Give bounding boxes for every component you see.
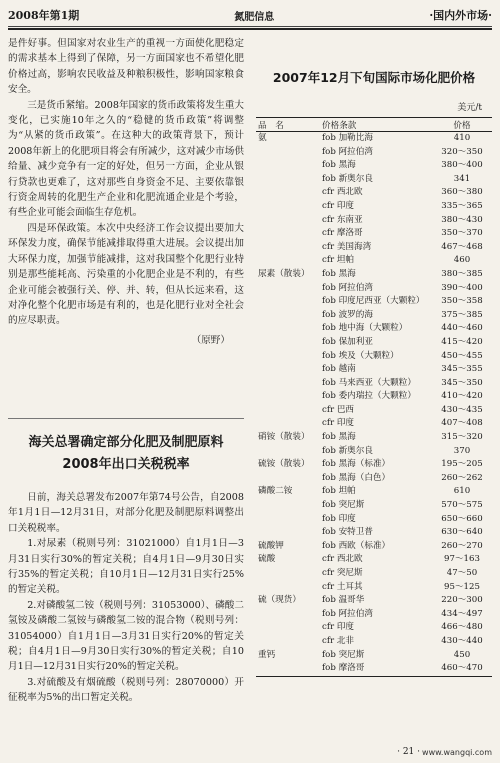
table-row bbox=[256, 350, 492, 364]
header-rule bbox=[8, 26, 492, 27]
cell-product bbox=[256, 621, 320, 635]
cell-product bbox=[256, 282, 320, 296]
cell-terms: fob 委内瑞拉（大颗粒） bbox=[322, 391, 416, 402]
table-row bbox=[256, 268, 492, 282]
cell-terms: cfr 印度 bbox=[322, 622, 355, 633]
cell-product: 硫（现货） bbox=[258, 595, 301, 606]
cell-terms: cfr 西北欧 bbox=[322, 187, 363, 198]
cell-product: 磷酸二铵 bbox=[258, 486, 293, 497]
cell-price: 345～350 bbox=[441, 377, 483, 388]
cell-terms: fob 西欧（标准） bbox=[322, 540, 391, 551]
article-paragraph: 是件好事。但国家对农业生产的重视一方面使化肥稳定的需求基本上得到了保障，另一方面国家也不希望化肥价格过高，影响农民收益及种粮积极性，影响国家粮食安全。 bbox=[8, 38, 244, 96]
price-unit: 美元/t bbox=[457, 103, 482, 113]
table-row bbox=[256, 553, 492, 567]
cell-price: 390～400 bbox=[441, 282, 483, 293]
cell-price: 341 bbox=[453, 173, 471, 184]
table-row bbox=[256, 485, 492, 499]
table-row bbox=[256, 567, 492, 581]
cell-product bbox=[256, 186, 320, 200]
cell-product bbox=[256, 214, 320, 228]
cell-terms: fob 波罗的海 bbox=[322, 309, 373, 320]
table-row bbox=[256, 540, 492, 554]
cell-product bbox=[256, 322, 320, 336]
column-header-price: 价格 bbox=[453, 120, 471, 131]
table-header-row bbox=[256, 118, 492, 132]
cell-price: 460 bbox=[453, 255, 471, 266]
cell-price: 375～385 bbox=[441, 309, 483, 320]
cell-terms: cfr 土耳其 bbox=[322, 581, 363, 592]
cell-price: 335～365 bbox=[441, 200, 483, 211]
table-row bbox=[256, 173, 492, 187]
cell-price: 260～262 bbox=[441, 472, 483, 483]
article-title-line1: 海关总署确定部分化肥及制肥原料 bbox=[28, 435, 224, 450]
cell-terms: fob 马来西亚（大颗粒） bbox=[322, 377, 416, 388]
cell-product bbox=[256, 336, 320, 350]
cell-price: 360～380 bbox=[441, 187, 483, 198]
table-row bbox=[256, 458, 492, 472]
cell-price: 47～50 bbox=[446, 568, 478, 578]
cell-product bbox=[256, 200, 320, 214]
cell-terms: fob 黑海 bbox=[322, 432, 356, 443]
table-row bbox=[256, 159, 492, 173]
cell-product: 硫酸钾 bbox=[258, 540, 284, 551]
cell-product: 硝铵（散装） bbox=[258, 432, 310, 443]
table-row bbox=[256, 417, 492, 431]
table-row bbox=[256, 186, 492, 200]
table-row bbox=[256, 309, 492, 323]
cell-terms: cfr 西北欧 bbox=[322, 554, 363, 565]
cell-terms: fob 黑海 bbox=[322, 268, 356, 279]
cell-price: 415～420 bbox=[441, 336, 483, 347]
cell-price: 610 bbox=[453, 486, 471, 497]
cell-price: 380～430 bbox=[441, 214, 483, 225]
cell-price: 260～270 bbox=[441, 540, 483, 551]
cell-terms: fob 新奥尔良 bbox=[322, 445, 373, 456]
cell-terms: fob 新奥尔良 bbox=[322, 173, 373, 184]
cell-product bbox=[256, 173, 320, 187]
cell-product bbox=[256, 254, 320, 268]
table-row bbox=[256, 377, 492, 391]
issue-label: 2008年第1期 bbox=[8, 9, 80, 22]
cell-price: 467～468 bbox=[441, 241, 483, 252]
cell-terms: fob 加勒比海 bbox=[322, 133, 373, 143]
cell-price: 320～350 bbox=[441, 146, 483, 157]
cell-price: 315～320 bbox=[441, 432, 483, 443]
cell-terms: cfr 坦帕 bbox=[322, 255, 355, 266]
cell-price: 380～385 bbox=[441, 268, 483, 279]
table-row bbox=[256, 621, 492, 635]
table-row bbox=[256, 363, 492, 377]
table-row bbox=[256, 445, 492, 459]
cell-price: 407～408 bbox=[441, 418, 483, 429]
cell-product bbox=[256, 635, 320, 649]
cell-product: 硫酸 bbox=[258, 554, 276, 565]
column-header-terms: 价格条款 bbox=[322, 120, 357, 131]
cell-price: 450 bbox=[453, 649, 471, 660]
table-row bbox=[256, 132, 492, 146]
cell-terms: fob 阿拉伯湾 bbox=[322, 608, 373, 619]
table-row bbox=[256, 336, 492, 350]
cell-price: 350～358 bbox=[441, 296, 483, 307]
cell-price: 430～440 bbox=[441, 635, 483, 646]
author-signature: （原野） bbox=[191, 334, 230, 346]
cell-terms: cfr 印度 bbox=[322, 200, 355, 211]
article-paragraph: 三是货币紧缩。2008年国家的货币政策将发生重大变化，已实施10年之久的“稳健的货币政策”将调整为“从紧的货币政策”。在这种大的政策背景下，预计2008年新上的化肥项目将会有所减少，这对减少市场供给量、减少竞争有一定的好处，但另一方面，企业从银行贷款也更难了，这对那些自身资金不足、主要依靠银行资金周转的化肥生产企业和化肥流通企业是个考验，有些企业可能会面临生存危机。 bbox=[8, 99, 244, 219]
table-row bbox=[256, 608, 492, 622]
cell-product bbox=[256, 445, 320, 459]
cell-price: 97～163 bbox=[444, 554, 480, 565]
price-table bbox=[256, 117, 492, 677]
cell-terms: fob 黑海（白色） bbox=[322, 472, 391, 483]
cell-product bbox=[256, 526, 320, 540]
section-label: ·国内外市场· bbox=[429, 9, 492, 22]
cell-terms: cfr 突尼斯 bbox=[322, 568, 363, 578]
cell-terms: fob 坦帕 bbox=[322, 486, 356, 497]
table-row bbox=[256, 404, 492, 418]
page-header bbox=[8, 4, 492, 26]
cell-product bbox=[256, 363, 320, 377]
cell-terms: fob 突尼斯 bbox=[322, 500, 365, 511]
cell-price: 450～455 bbox=[441, 350, 483, 361]
cell-terms: cfr 北非 bbox=[322, 635, 355, 646]
cell-price: 95～125 bbox=[444, 581, 480, 592]
cell-price: 434～497 bbox=[441, 608, 483, 619]
cell-price: 345～355 bbox=[441, 364, 483, 375]
table-row bbox=[256, 200, 492, 214]
journal-name: 氮肥信息 bbox=[234, 11, 275, 23]
table-row bbox=[256, 146, 492, 160]
cell-product bbox=[256, 567, 320, 581]
cell-terms: cfr 美国海湾 bbox=[322, 241, 372, 252]
article-paragraph: 1.对尿素（税则号列：31021000）自1月1日—3月31日实行30%的暂定关税；自4月1日—9月30日实行35%的暂定关税；自10月1日—12月31日实行25%的暂定关税。 bbox=[8, 538, 244, 596]
header-rule-thick bbox=[8, 28, 492, 30]
cell-terms: fob 越南 bbox=[322, 364, 356, 375]
cell-product bbox=[256, 227, 320, 241]
tariff-article bbox=[8, 490, 244, 706]
table-row bbox=[256, 662, 492, 676]
watermark-url: www.wangqi.com bbox=[422, 748, 492, 757]
cell-product: 尿素（散装） bbox=[258, 268, 310, 279]
cell-product bbox=[256, 350, 320, 364]
cell-price: 630～640 bbox=[441, 527, 483, 538]
cell-terms: fob 突尼斯 bbox=[322, 649, 365, 660]
cell-terms: cfr 巴西 bbox=[322, 404, 355, 415]
left-article bbox=[8, 36, 244, 348]
cell-price: 350～370 bbox=[441, 228, 483, 239]
cell-terms: fob 印度尼西亚（大颗粒） bbox=[322, 296, 425, 307]
cell-product bbox=[256, 417, 320, 431]
table-row bbox=[256, 594, 492, 608]
cell-product: 硫铵（散装） bbox=[258, 459, 310, 470]
table-row bbox=[256, 526, 492, 540]
cell-terms: cfr 摩洛哥 bbox=[322, 228, 363, 239]
cell-terms: cfr 印度 bbox=[322, 418, 355, 429]
article-title-line2: 2008年出口关税税率 bbox=[62, 457, 190, 472]
article-paragraph: 四是环保政策。本次中央经济工作会议提出要加大环保发力度，确保节能减排取得重大进展。会议提出加大环保力度，加强节能减排，这对我国整个化肥行业特别是那些能耗高、污染重的小化肥企业是不利的，有些企业可能会被强行关、停、并、转，但从长远来看，这对净化整个化肥市场是有利的，也是化肥行业对全社会的应尽职责。 bbox=[8, 222, 244, 327]
article-paragraph: 3.对硫酸及有烟硫酸（税则号列：28070000）开征税率为5%的出口暂定关税。 bbox=[8, 676, 244, 704]
cell-price: 570～575 bbox=[441, 500, 483, 511]
table-row bbox=[256, 499, 492, 513]
cell-price: 410～420 bbox=[441, 391, 483, 402]
cell-product bbox=[256, 581, 320, 595]
cell-terms: cfr 东南亚 bbox=[322, 214, 363, 225]
cell-price: 380～400 bbox=[441, 160, 483, 171]
cell-price: 440～460 bbox=[441, 323, 483, 334]
table-row bbox=[256, 635, 492, 649]
cell-product bbox=[256, 295, 320, 309]
cell-terms: fob 黑海（标准） bbox=[322, 459, 391, 470]
cell-product bbox=[256, 146, 320, 160]
cell-terms: fob 温哥华 bbox=[322, 595, 365, 606]
cell-terms: fob 印度 bbox=[322, 513, 356, 524]
table-row bbox=[256, 227, 492, 241]
cell-price: 410 bbox=[453, 133, 471, 143]
price-section bbox=[256, 36, 492, 677]
table-row bbox=[256, 282, 492, 296]
cell-price: 370 bbox=[453, 445, 471, 456]
cell-product bbox=[256, 404, 320, 418]
table-row bbox=[256, 322, 492, 336]
column-header-product: 品 名 bbox=[258, 120, 284, 131]
cell-product bbox=[256, 608, 320, 622]
cell-product bbox=[256, 241, 320, 255]
table-row bbox=[256, 513, 492, 527]
cell-price: 460～470 bbox=[441, 663, 483, 674]
article-paragraph: 日前，海关总署发布2007年第74号公告，自2008年1月1日—12月31日，对部分化肥及制肥原料调整出口关税税率。 bbox=[8, 492, 244, 534]
table-row bbox=[256, 649, 492, 663]
cell-product bbox=[256, 390, 320, 404]
cell-price: 466～480 bbox=[441, 622, 483, 633]
page-number: · 21 · bbox=[397, 747, 420, 757]
cell-terms: fob 地中海（大颗粒） bbox=[322, 323, 408, 334]
cell-terms: fob 保加利亚 bbox=[322, 336, 373, 347]
table-row bbox=[256, 581, 492, 595]
cell-terms: fob 安特卫普 bbox=[322, 527, 373, 538]
cell-price: 220～300 bbox=[441, 595, 483, 606]
cell-product bbox=[256, 377, 320, 391]
price-table-title: 2007年12月下旬国际市场化肥价格 bbox=[272, 70, 476, 85]
cell-terms: fob 黑海 bbox=[322, 160, 356, 171]
cell-product: 氨 bbox=[258, 133, 267, 143]
cell-terms: fob 摩洛哥 bbox=[322, 663, 365, 674]
cell-price: 650～660 bbox=[441, 513, 483, 524]
cell-terms: fob 阿拉伯湾 bbox=[322, 282, 373, 293]
cell-product: 重钙 bbox=[258, 649, 276, 660]
cell-terms: fob 埃及（大颗粒） bbox=[322, 350, 399, 361]
table-row bbox=[256, 390, 492, 404]
table-row bbox=[256, 472, 492, 486]
table-row bbox=[256, 254, 492, 268]
cell-product bbox=[256, 472, 320, 486]
cell-product bbox=[256, 499, 320, 513]
cell-product bbox=[256, 159, 320, 173]
table-row bbox=[256, 241, 492, 255]
article-paragraph: 2.对磷酸氢二铵（税则号列：31053000）、磷酸二氢铵及磷酸二氢铵与磷酸氢二铵的混合物（税则号列：31054000）自1月1日—3月31日实行20%的暂定关税；自4月1日—9月30日实行30%的暂定关税；自10月1日—12月31日实行20%的暂定关税。 bbox=[8, 599, 244, 673]
cell-price: 195～205 bbox=[441, 459, 483, 470]
cell-price: 430～435 bbox=[441, 404, 483, 415]
cell-product bbox=[256, 309, 320, 323]
table-row bbox=[256, 431, 492, 445]
article-divider bbox=[8, 418, 244, 419]
table-row bbox=[256, 214, 492, 228]
article-title bbox=[8, 432, 244, 476]
table-row bbox=[256, 295, 492, 309]
cell-terms: fob 阿拉伯湾 bbox=[322, 146, 373, 157]
cell-product bbox=[256, 513, 320, 527]
cell-product bbox=[256, 662, 320, 676]
